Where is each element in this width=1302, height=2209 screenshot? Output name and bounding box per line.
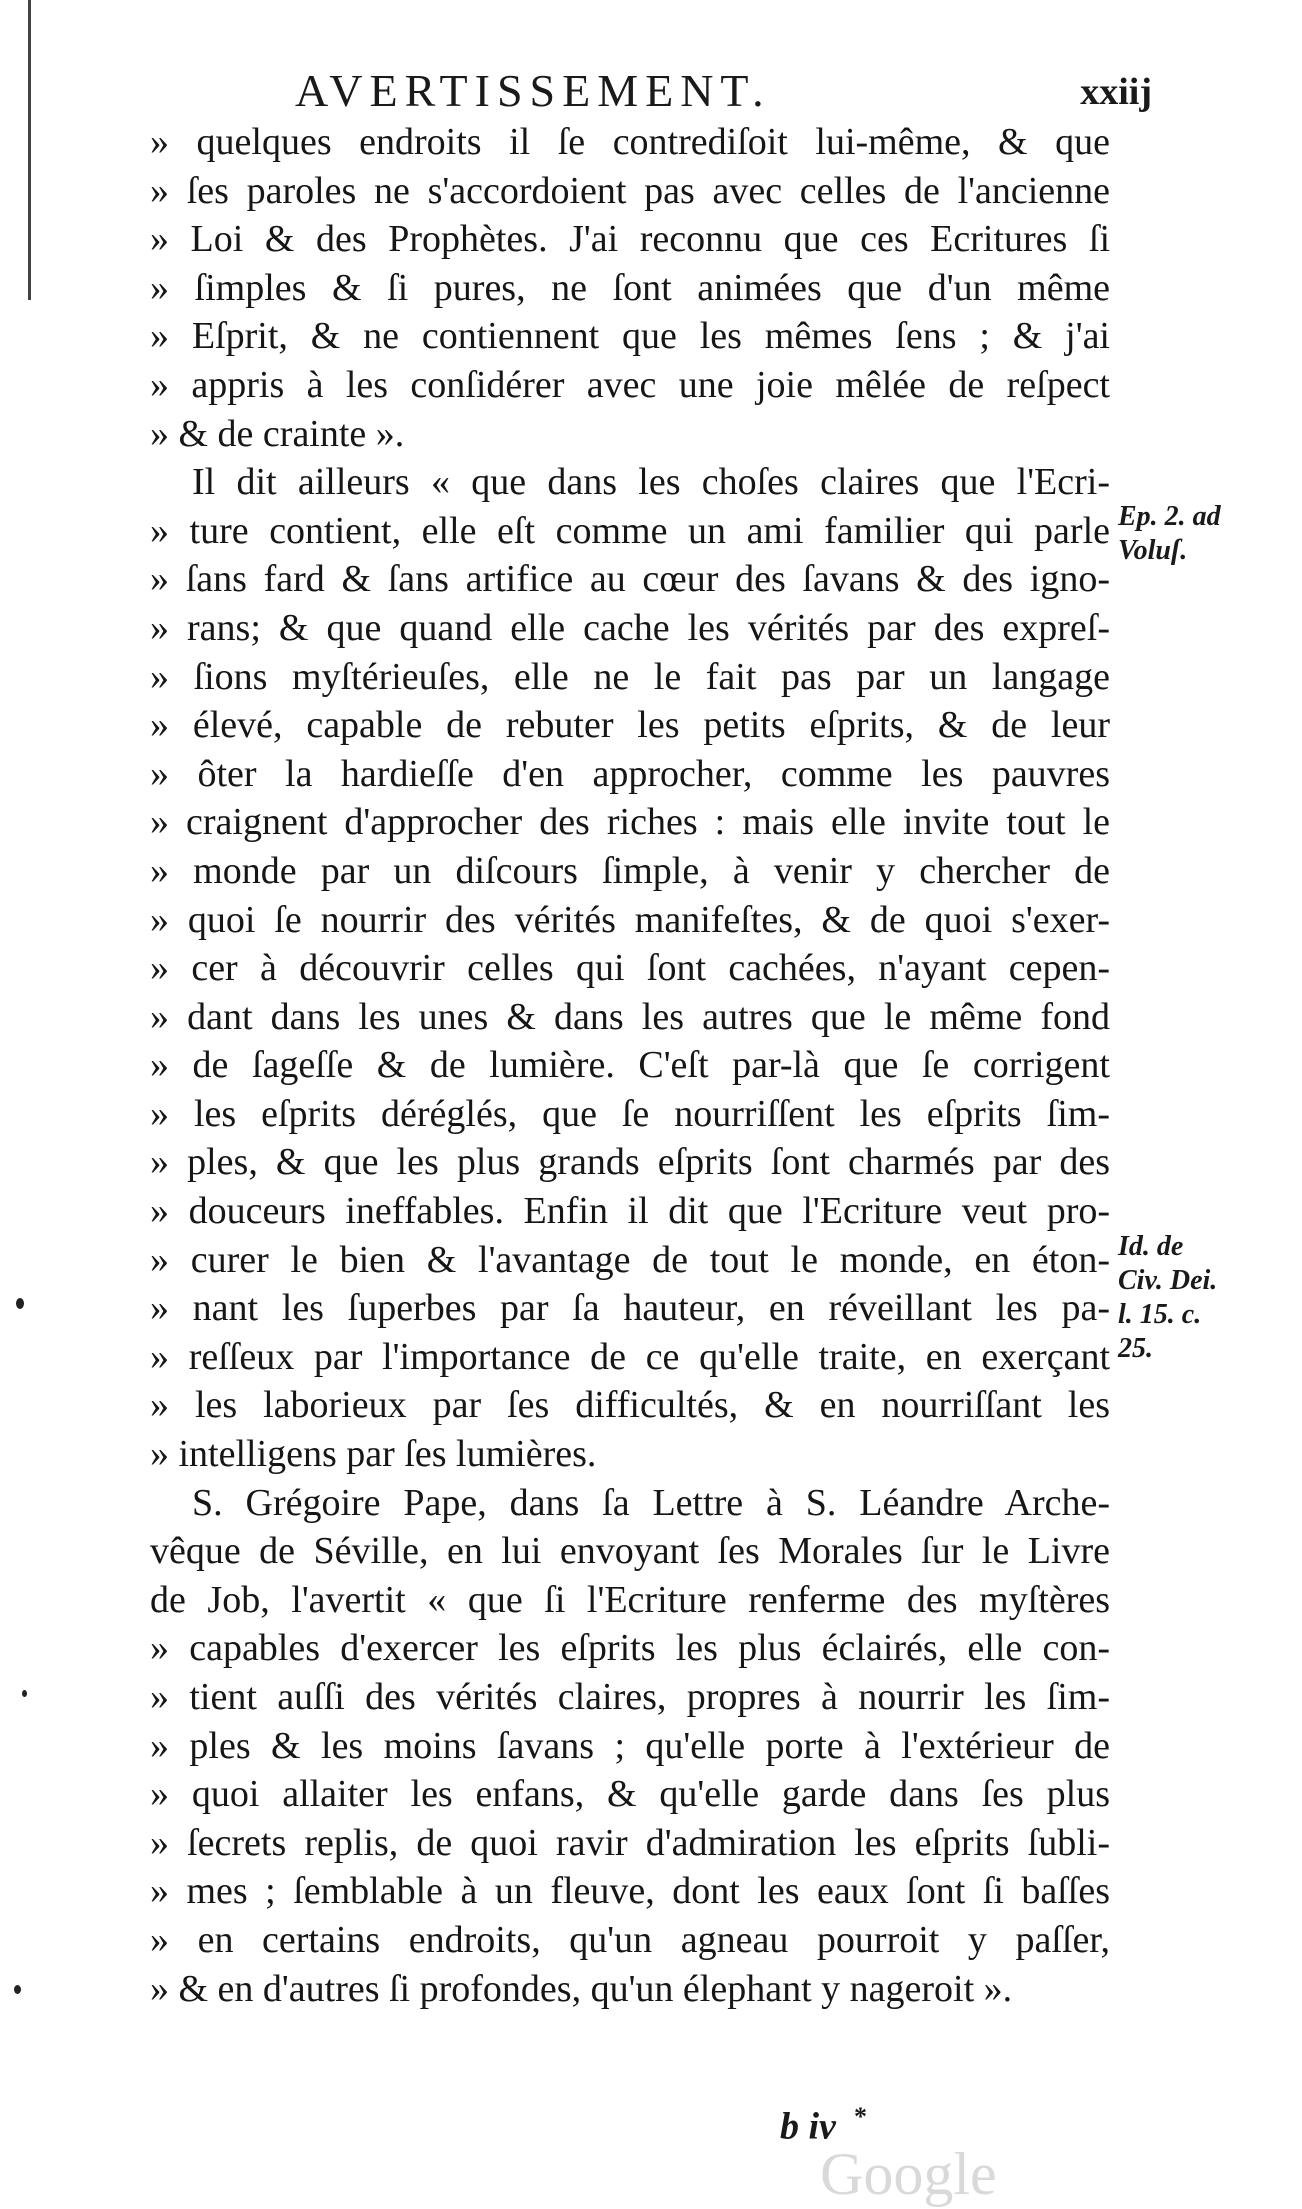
text-line: » monde par un diſcours ſimple, à venir y chercher de <box>150 849 1110 892</box>
text-line: » Eſprit, & ne contiennent que les mêmes ſens ; & j'ai <box>150 315 1110 358</box>
text-line: » craignent d'approcher des riches : mais elle invite tout le <box>150 801 1110 844</box>
text-line: » rans; & que quand elle cache les vérités par des expreſ- <box>150 606 1110 649</box>
text-line: » dant dans les unes & dans les autres que le même fond <box>150 995 1110 1038</box>
text-line: » ples, & que les plus grands eſprits ſont charmés par des <box>150 1141 1110 1184</box>
watermark: Google <box>820 2141 997 2207</box>
text-line: » quoi allaiter les enfans, & qu'elle garde dans ſes plus <box>150 1773 1110 1816</box>
text-line: » ſes paroles ne s'accordoient pas avec celles de l'ancienne <box>150 169 1110 212</box>
text-line: » ſans fard & ſans artifice au cœur des ſavans & des igno- <box>150 558 1110 601</box>
text-line: » ture contient, elle eſt comme un ami familier qui parle <box>150 509 1110 552</box>
ink-speck <box>16 1298 24 1309</box>
body-text <box>150 118 1110 2013</box>
margin-note-ep-2-ad-volus: Ep. 2. ad Voluſ. <box>1118 501 1221 566</box>
text-line: » élevé, capable de rebuter les petits eſprits, & de leur <box>150 704 1110 747</box>
text-line: » & de crainte ». <box>150 412 405 455</box>
text-line: » douceurs ineffables. Enfin il dit que l'Ecriture veut pro- <box>150 1190 1110 1233</box>
ink-speck <box>14 1985 21 1994</box>
page-header <box>150 64 1152 124</box>
text-line: » en certains endroits, qu'un agneau pourroit y paſſer, <box>150 1918 1110 1961</box>
text-line: » mes ; ſemblable à un fleuve, dont les eaux ſont ſi baſſes <box>150 1870 1110 1913</box>
text-line: » de ſageſſe & de lumière. C'eſt par-là que ſe corrigent <box>150 1044 1110 1087</box>
ink-speck <box>22 1690 27 1697</box>
margin-note-id-de-civ-dei: Id. de Civ. Dei. l. 15. c. 25. <box>1118 1231 1218 1364</box>
text-line: » ôter la hardieſſe d'en approcher, comme les pauvres <box>150 752 1110 795</box>
text-line: » curer le bien & l'avantage de tout le monde, en éton- <box>150 1238 1110 1281</box>
text-line: » ſecrets replis, de quoi ravir d'admiration les eſprits ſubli- <box>150 1821 1110 1864</box>
text-line: vêque de Séville, en lui envoyant ſes Morales ſur le Livre <box>150 1530 1110 1573</box>
text-line: » les laborieux par ſes difficultés, & en nourriſſant les <box>150 1384 1110 1427</box>
text-line: » ſimples & ſi pures, ne ſont animées que d'un même <box>150 266 1110 309</box>
signature-asterisk: * <box>853 2102 867 2131</box>
page-number: xxiij <box>1080 71 1152 113</box>
text-line: Il dit ailleurs « que dans les choſes claires que l'Ecri- <box>192 461 1110 504</box>
text-line: » intelligens par ſes lumières. <box>150 1433 597 1476</box>
text-line: » capables d'exercer les eſprits les plus éclairés, elle con- <box>150 1627 1110 1670</box>
text-line: » quoi ſe nourrir des vérités manifeſtes, & de quoi s'exer- <box>150 898 1110 941</box>
signature-text: b iv <box>780 2105 836 2148</box>
text-line: S. Grégoire Pape, dans ſa Lettre à S. Léandre Arche- <box>192 1481 1110 1524</box>
running-title: AVERTISSEMENT. <box>295 65 771 116</box>
text-line: » reſſeux par l'importance de ce qu'elle traite, en exerçant <box>150 1335 1110 1378</box>
text-line: de Job, l'avertit « que ſi l'Ecriture renferme des myſtères <box>150 1578 1110 1621</box>
text-line: » quelques endroits il ſe contrediſoit lui-même, & que <box>150 121 1110 163</box>
text-line: » tient auſſi des vérités claires, propres à nourrir les ſim- <box>150 1676 1110 1718</box>
text-line: » Loi & des Prophètes. J'ai reconnu que ces Ecritures ſi <box>150 218 1110 261</box>
text-line: » nant les ſuperbes par ſa hauteur, en réveillant les pa- <box>150 1287 1110 1330</box>
text-line: » les eſprits déréglés, que ſe nourriſſent les eſprits ſim- <box>150 1092 1110 1135</box>
text-line: » ples & les moins ſavans ; qu'elle porte à l'extérieur de <box>150 1724 1110 1767</box>
text-line: » & en d'autres ſi profondes, qu'un élephant y nageroit ». <box>150 1967 1013 2010</box>
text-line: » cer à découvrir celles qui ſont cachées, n'ayant cepen- <box>150 947 1110 990</box>
text-line: » ſions myſtérieuſes, elle ne le fait pas par un langage <box>150 655 1110 698</box>
page-edge-line <box>28 0 31 300</box>
text-line: » appris à les conſidérer avec une joie mêlée de reſpect <box>150 363 1110 406</box>
